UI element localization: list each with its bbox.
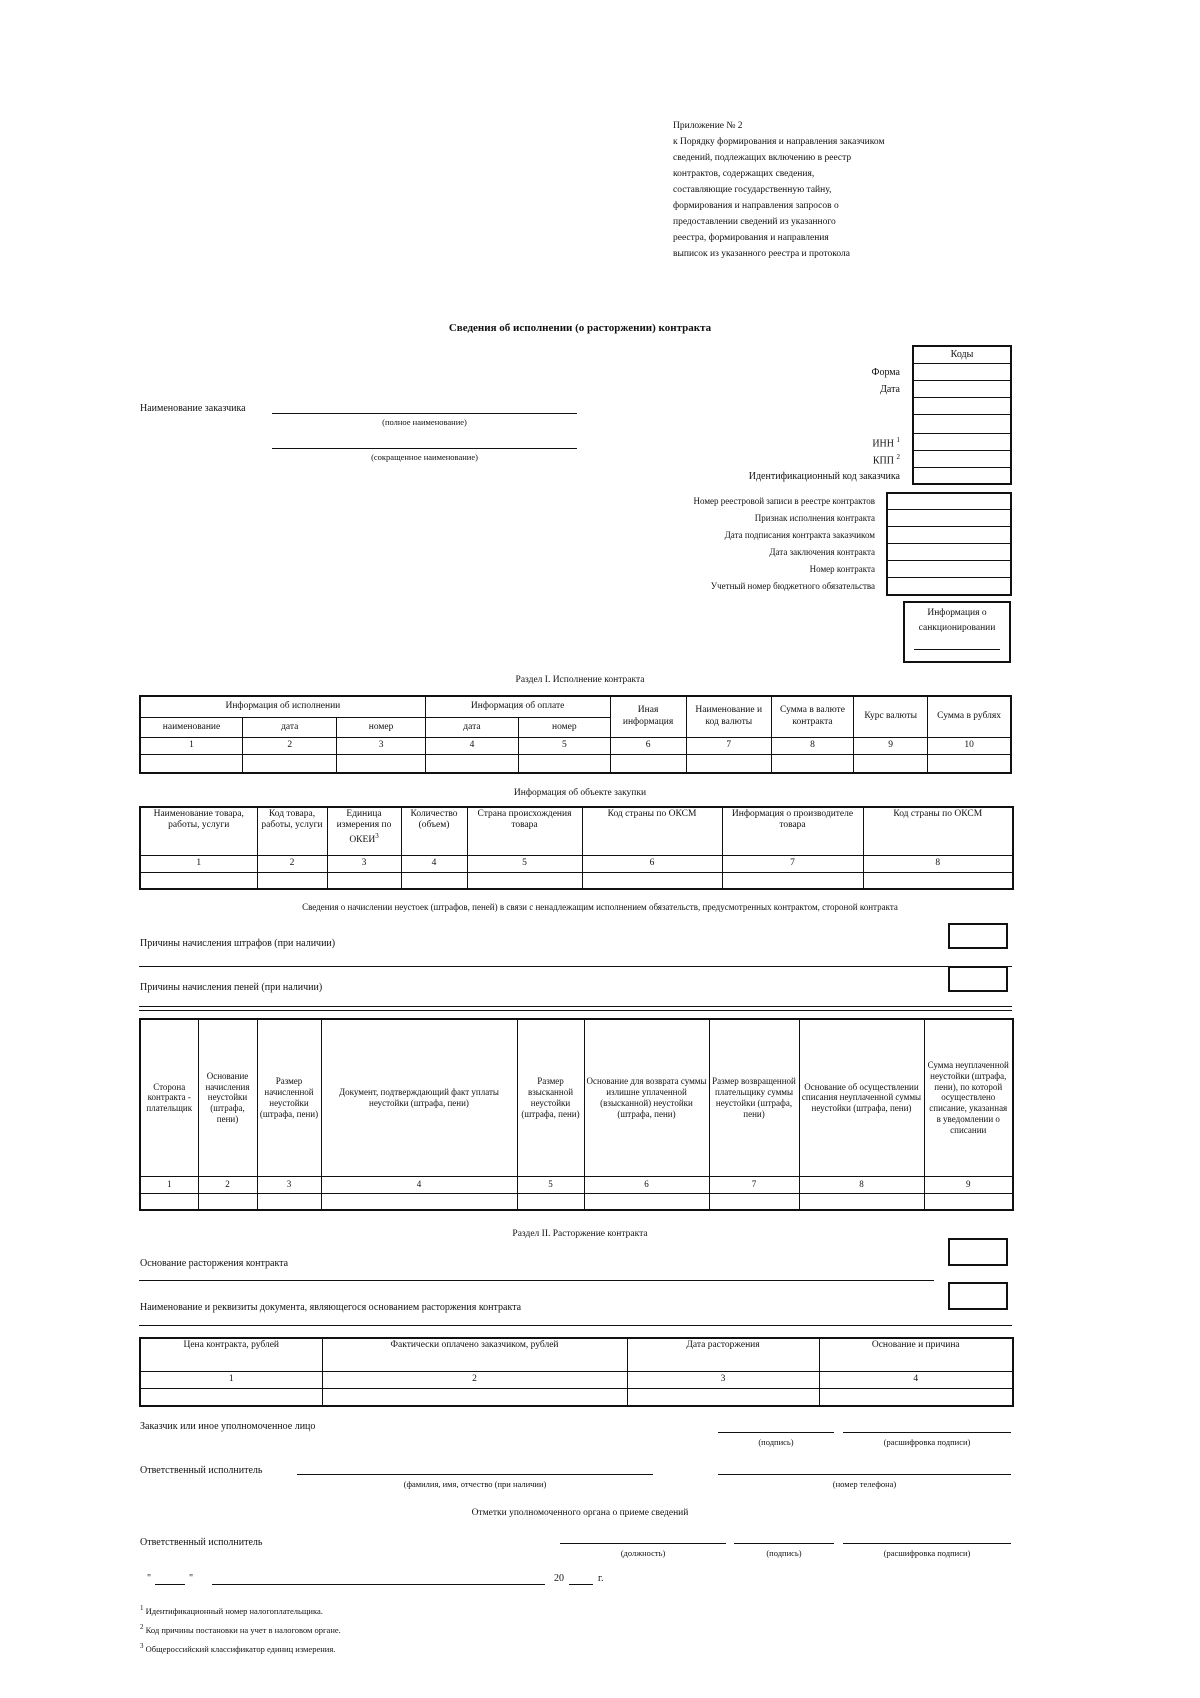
col-number: 10 — [928, 737, 1011, 754]
col-number: 3 — [337, 737, 425, 754]
col-number: 2 — [322, 1371, 627, 1388]
year-suffix: г. — [598, 1573, 604, 1584]
col-sum-rub: Сумма в рублях — [928, 696, 1011, 737]
col-number: 3 — [627, 1371, 819, 1388]
codes-inn-label — [700, 436, 900, 449]
col-number: 5 — [519, 737, 610, 754]
decode2-caption: (расшифровка подписи) — [883, 1548, 971, 1558]
col-number: 1 — [140, 855, 257, 872]
col-number: 1 — [140, 737, 243, 754]
footnote-text: Идентификационный номер налогоплательщика. — [145, 1605, 323, 1616]
col-currency-name: Наименование и код валюты — [686, 696, 771, 737]
col-number: 9 — [924, 1176, 1013, 1193]
registry-label: Дата заключения контракта — [769, 547, 875, 557]
registry-label: Дата подписания контракта заказчиком — [724, 530, 875, 540]
termination-basis-box — [948, 1238, 1008, 1266]
col-number: 6 — [610, 737, 686, 754]
position-caption: (должность) — [620, 1548, 666, 1558]
customer-short-caption: (сокращенное наименование) — [371, 452, 478, 462]
termination-basis-label: Основание расторжения контракта — [140, 1258, 289, 1269]
penalties-title: Сведения о начислении неустоек (штрафов, пеней) в связи с ненадлежащим исполнением обязательств, предусмотренных контрактом, стороной контракта — [302, 902, 898, 912]
footnote — [140, 1623, 341, 1635]
col-producer-info: Информация о производителе товара — [722, 807, 863, 855]
registry-label: Номер контракта — [809, 564, 875, 574]
customer-signatory-label: Заказчик или иное уполномоченное лицо — [140, 1421, 316, 1432]
inn-footnote-ref: 1 — [896, 436, 900, 444]
col-number: 3 — [327, 855, 401, 872]
footnote-text: Общероссийский классификатор единиц измерения. — [145, 1643, 336, 1654]
termination-document-box — [948, 1282, 1008, 1310]
col-number: 4 — [321, 1176, 517, 1193]
sanctions-line1: Информация о — [927, 608, 987, 618]
col-number: 6 — [584, 1176, 709, 1193]
col-origin-country: Страна происхождения товара — [467, 807, 582, 855]
col-penalty-amount: Размер начисленной неустойки (штрафа, пени) — [257, 1019, 321, 1176]
col-number: 6 — [582, 855, 722, 872]
col-actually-paid: Фактически оплачено заказчиком, рублей — [322, 1338, 627, 1371]
group-pay-header: Информация об оплате — [425, 696, 610, 718]
col-number: 1 — [140, 1371, 322, 1388]
appendix-line: формирования и направления запросов о — [673, 201, 839, 211]
col-number: 2 — [198, 1176, 257, 1193]
document-title: Сведения об исполнении (о расторжении) контракта — [448, 322, 712, 334]
signature2-caption: (подпись) — [766, 1548, 802, 1558]
col-number: 5 — [467, 855, 582, 872]
codes-kpp-label — [700, 453, 900, 466]
codes-form-label: Форма — [871, 367, 900, 378]
footnote — [140, 1642, 335, 1654]
termination-document-label: Наименование и реквизиты документа, являющегося основанием расторжения контракта — [140, 1302, 522, 1313]
registry-label: Признак исполнения контракта — [754, 513, 875, 523]
date-close-quote: " — [189, 1573, 194, 1584]
sub-name: наименование — [140, 718, 243, 738]
fines-reason-label: Причины начисления штрафов (при наличии) — [140, 938, 336, 949]
section2-title: Раздел II. Расторжение контракта — [512, 1229, 648, 1239]
col-number: 9 — [854, 737, 928, 754]
col-number: 7 — [686, 737, 771, 754]
col-writeoff-amount: Сумма неуплаченной неустойки (штрафа, пени), по которой осуществлено списание, указанная в уведомлении о списании — [924, 1019, 1013, 1176]
sanctions-line2: санкционировании — [918, 623, 996, 633]
col-payer: Сторона контракта - плательщик — [140, 1019, 198, 1176]
col-writeoff-basis: Основание об осуществлении списания неуплаченной суммы неустойки (штрафа, пени) — [799, 1019, 924, 1176]
col-payment-document: Документ, подтверждающий факт уплаты неустойки (штрафа, пени) — [321, 1019, 517, 1176]
col-number: 2 — [257, 855, 327, 872]
okei-text: Единица измерения по ОКЕИ — [336, 809, 392, 845]
termination-table — [139, 1337, 1014, 1407]
col-number: 7 — [722, 855, 863, 872]
registry-label: Номер реестровой записи в реестре контрактов — [693, 496, 875, 506]
appendix-line: сведений, подлежащих включению в реестр — [673, 153, 852, 163]
col-country-code: Код страны по ОКСМ — [582, 807, 722, 855]
signature-caption: (подпись) — [758, 1437, 794, 1447]
codes-box — [912, 345, 1012, 485]
okei-footnote-ref: 3 — [375, 831, 379, 840]
col-number: 5 — [517, 1176, 584, 1193]
decode-caption: (расшифровка подписи) — [883, 1437, 971, 1447]
col-quantity: Количество (объем) — [401, 807, 467, 855]
group-exec-header: Информация об исполнении — [140, 696, 425, 718]
sub-pay-date: дата — [425, 718, 518, 738]
registry-label: Учетный номер бюджетного обязательства — [710, 581, 875, 591]
col-number: 4 — [425, 737, 518, 754]
codes-customer-id-label: Идентификационный код заказчика — [748, 471, 900, 482]
appendix-title: Приложение № 2 — [673, 121, 743, 131]
year-prefix: 20 — [554, 1573, 564, 1584]
fines-code-box — [948, 923, 1008, 949]
col-number: 7 — [709, 1176, 799, 1193]
peni-code-box — [948, 966, 1008, 992]
customer-label: Наименование заказчика — [140, 403, 246, 414]
sub-date: дата — [243, 718, 337, 738]
col-okei — [327, 807, 401, 855]
col-collected-amount: Размер взысканной неустойки (штрафа, пени) — [517, 1019, 584, 1176]
purchase-table — [139, 806, 1014, 890]
section1-title: Раздел I. Исполнение контракта — [515, 675, 645, 685]
phone-caption: (номер телефона) — [832, 1479, 897, 1489]
col-goods-code: Код товара, работы, услуги — [257, 807, 327, 855]
appendix-line: выписок из указанного реестра и протокола — [673, 249, 850, 259]
col-other-info: Иная информация — [610, 696, 686, 737]
col-contract-price: Цена контракта, рублей — [140, 1338, 322, 1371]
appendix-line: реестра, формирования и направления — [673, 233, 829, 243]
date-open-quote: " — [147, 1573, 152, 1584]
col-goods-name: Наименование товара, работы, услуги — [140, 807, 257, 855]
col-refund-amount: Размер возвращенной плательщику суммы неустойки (штрафа, пени) — [709, 1019, 799, 1176]
executor2-label: Ответственный исполнитель — [140, 1537, 263, 1548]
col-number: 4 — [401, 855, 467, 872]
col-number: 4 — [819, 1371, 1013, 1388]
fio-caption: (фамилия, имя, отчество (при наличии) — [403, 1479, 547, 1489]
appendix-line: к Порядку формирования и направления заказчиком — [673, 137, 885, 147]
penalties-table — [139, 1018, 1014, 1211]
col-number: 3 — [257, 1176, 321, 1193]
customer-full-line — [272, 413, 577, 414]
col-number: 2 — [243, 737, 337, 754]
codes-date-label: Дата — [880, 384, 900, 395]
col-refund-basis: Основание для возврата суммы излишне уплаченной (взысканной) неустойки (штрафа, пени) — [584, 1019, 709, 1176]
appendix-block — [673, 118, 973, 262]
customer-short-line — [272, 448, 577, 449]
executor-label: Ответственный исполнитель — [140, 1465, 263, 1476]
appendix-line: предоставлении сведений из указанного — [673, 217, 836, 227]
col-rate: Курс валюты — [854, 696, 928, 737]
footnote-number: 2 — [140, 1623, 144, 1631]
col-number: 8 — [799, 1176, 924, 1193]
section1-table — [139, 695, 1012, 774]
registry-box — [886, 492, 1012, 596]
purchase-title: Информация об объекте закупки — [513, 788, 647, 798]
inn-text: ИНН — [872, 438, 894, 450]
sub-number: номер — [337, 718, 425, 738]
col-termination-date: Дата расторжения — [627, 1338, 819, 1371]
footnote-number: 1 — [140, 1604, 144, 1612]
col-sum-currency: Сумма в валюте контракта — [771, 696, 853, 737]
customer-full-caption: (полное наименование) — [382, 417, 467, 427]
col-basis-reason: Основание и причина — [819, 1338, 1013, 1371]
col-number: 8 — [863, 855, 1013, 872]
col-penalty-basis: Основание начисления неустойки (штрафа, пени) — [198, 1019, 257, 1176]
col-number: 8 — [771, 737, 853, 754]
peni-reason-label: Причины начисления пеней (при наличии) — [140, 982, 323, 993]
footnote-number: 3 — [140, 1642, 144, 1650]
kpp-text: КПП — [872, 455, 894, 467]
col-producer-country-code: Код страны по ОКСМ — [863, 807, 1013, 855]
sub-pay-number: номер — [519, 718, 610, 738]
footnote-text: Код причины постановки на учет в налоговом органе. — [145, 1624, 341, 1635]
appendix-line: составляющие государственную тайну, — [673, 185, 832, 195]
appendix-line: контрактов, содержащих сведения, — [673, 169, 815, 179]
col-number: 1 — [140, 1176, 198, 1193]
authority-title: Отметки уполномоченного органа о приеме сведений — [471, 1508, 689, 1518]
footnote — [140, 1604, 323, 1616]
kpp-footnote-ref: 2 — [896, 453, 900, 461]
codes-header: Коды — [950, 349, 974, 360]
